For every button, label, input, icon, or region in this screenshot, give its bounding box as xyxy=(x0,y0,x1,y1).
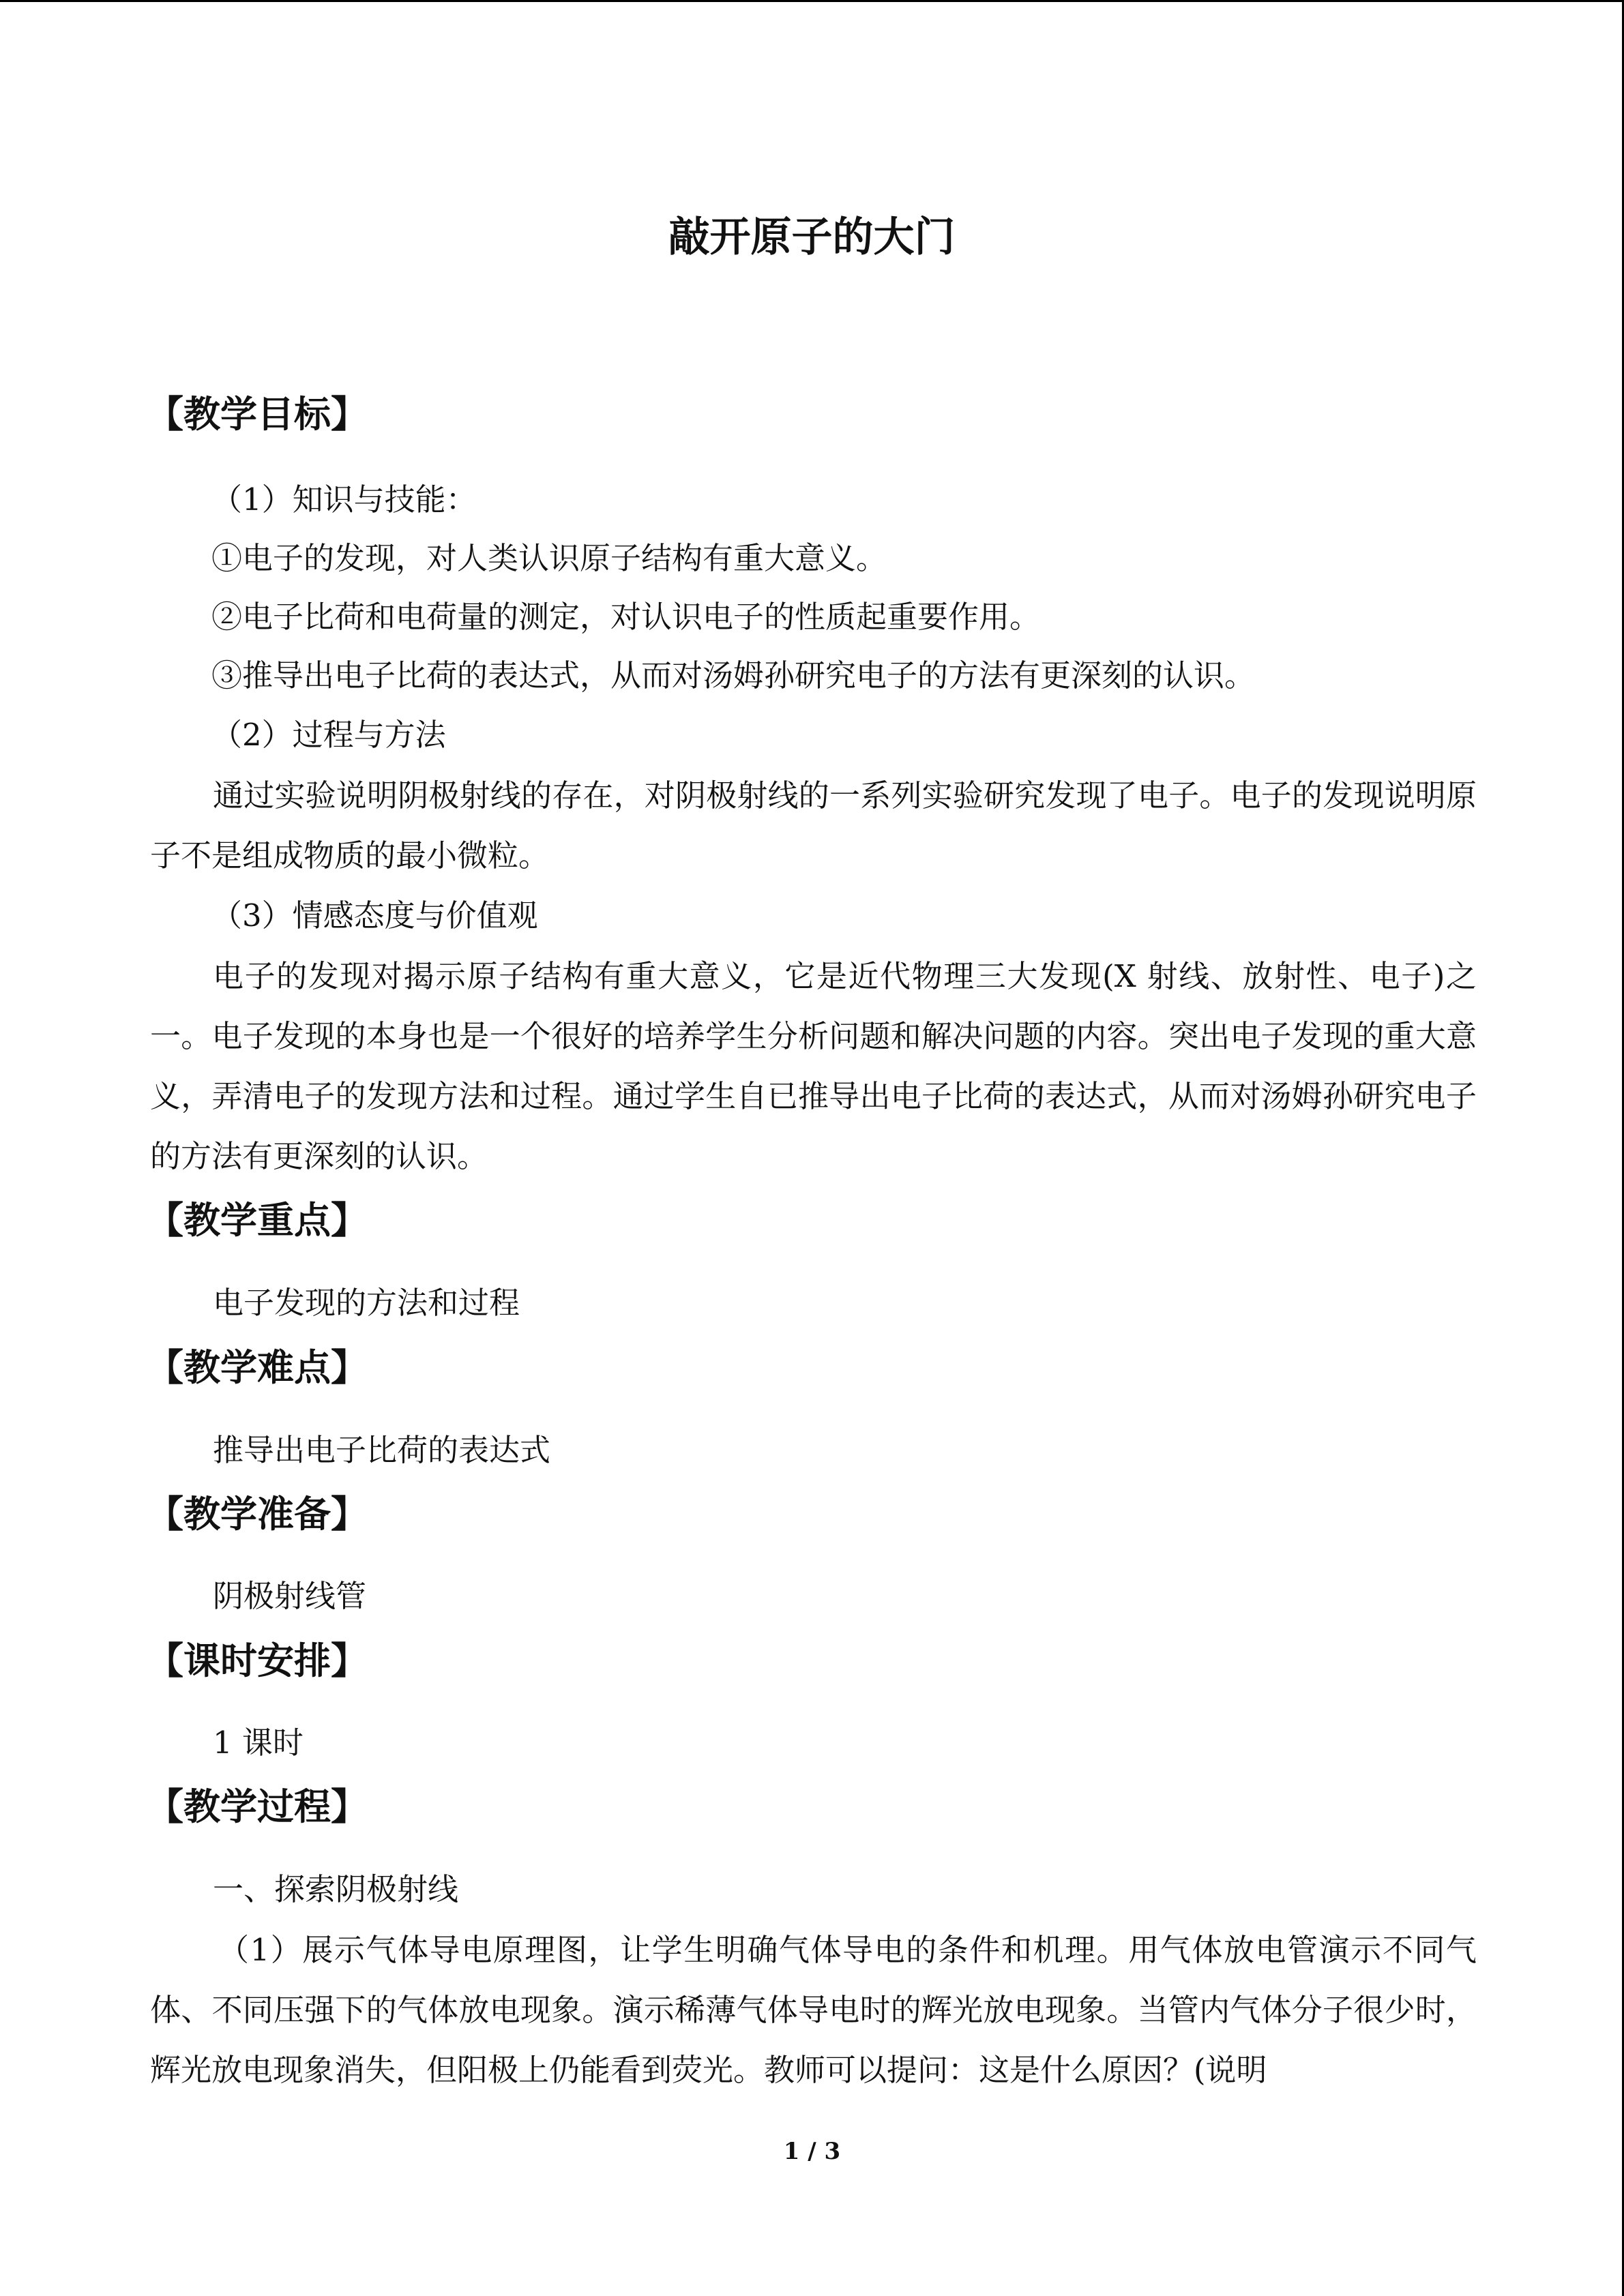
heading-preparation: 【教学准备】 xyxy=(147,1493,368,1536)
knowledge-item-3: ③推导出电子比荷的表达式，从而对汤姆孙研究电子的方法有更深刻的认识。 xyxy=(211,657,1256,694)
preparation-text: 阴极射线管 xyxy=(213,1578,367,1614)
emotion-values-text: 电子的发现对揭示原子结构有重大意义，它是近代物理三大发现(X 射线、放射性、电子)之一。电子发现的本身也是一个很好的培养学生分析问题和解决问题的内容。突出电子发现的重大意义，弄清电子的发现方法和过程。通过学生自已推导出电子比荷的表达式，从而对汤姆孙研究电子的方法有更深刻的认识。 xyxy=(150,958,1477,1174)
key-points-text: 电子发现的方法和过程 xyxy=(213,1285,520,1321)
knowledge-item-2: ②电子比荷和电荷量的测定，对认识电子的性质起重要作用。 xyxy=(211,599,1041,635)
difficulties-text: 推导出电子比荷的表达式 xyxy=(213,1432,551,1468)
emotion-values-label: （3）情感态度与价值观 xyxy=(211,897,538,934)
process-text: （1）展示气体导电原理图，让学生明确气体导电的条件和机理。用气体放电管演示不同气体、不同压强下的气体放电现象。演示稀薄气体导电时的辉光放电现象。当管内气体分子很少时，辉光放电现象消失，但阳极上仍能看到荧光。教师可以提问：这是什么原因？(说明 xyxy=(150,1932,1477,2088)
heading-teaching-goals: 【教学目标】 xyxy=(147,393,368,436)
heading-schedule: 【课时安排】 xyxy=(147,1639,368,1682)
heading-key-points: 【教学重点】 xyxy=(147,1199,368,1242)
heading-teaching-process: 【教学过程】 xyxy=(147,1785,368,1828)
knowledge-item-1: ①电子的发现，对人类认识原子结构有重大意义。 xyxy=(211,540,887,576)
process-method-label: （2）过程与方法 xyxy=(211,717,446,753)
document-title: 敲开原子的大门 xyxy=(668,213,956,261)
process-subheading: 一、探索阴极射线 xyxy=(213,1871,459,1907)
knowledge-skills-label: （1）知识与技能： xyxy=(211,481,477,518)
schedule-text: 1 课时 xyxy=(213,1725,304,1761)
heading-difficulties: 【教学难点】 xyxy=(147,1346,368,1389)
page-number: 1 / 3 xyxy=(783,2138,841,2165)
process-method-text: 通过实验说明阴极射线的存在，对阴极射线的一系列实验研究发现了电子。电子的发现说明原子不是组成物质的最小微粒。 xyxy=(150,777,1477,874)
